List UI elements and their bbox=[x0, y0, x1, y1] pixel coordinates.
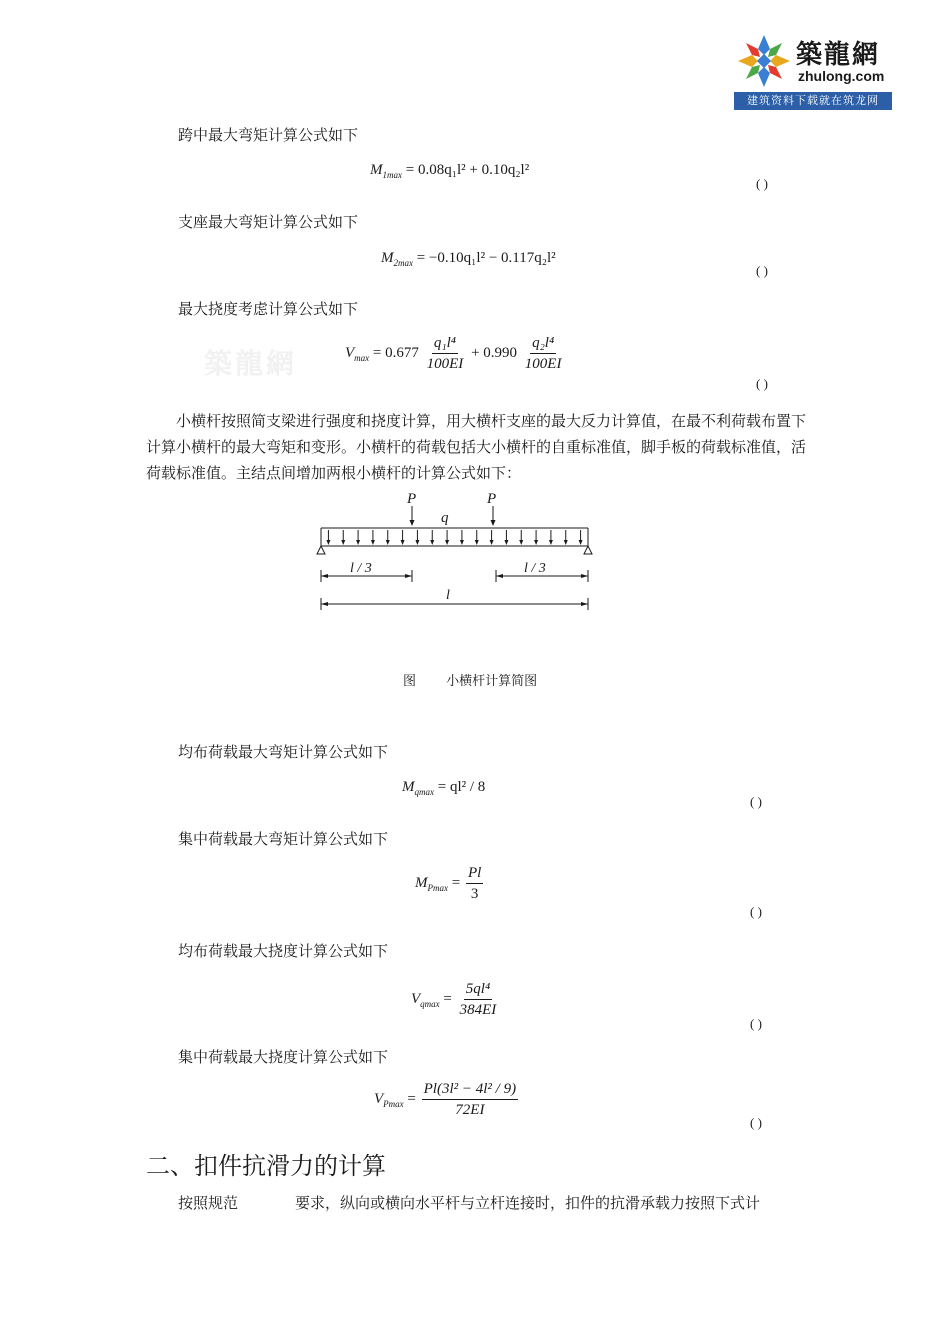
eq1-number: ( ) bbox=[756, 176, 768, 191]
load-arrow-head bbox=[371, 540, 375, 545]
eq5-formula: $M_{Pmax}$ = $\frac{Pl}{3}$ bbox=[415, 865, 482, 902]
dim-total-label: l bbox=[446, 588, 450, 603]
right-support bbox=[584, 546, 592, 554]
load-arrow-head bbox=[475, 540, 479, 545]
watermark: 築龍網 bbox=[204, 347, 298, 380]
load-arrow-head bbox=[341, 540, 345, 545]
load-arrow-head bbox=[490, 540, 494, 545]
load-arrow-head bbox=[430, 540, 434, 545]
eq4-label: 均布荷载最大弯矩计算公式如下 bbox=[178, 743, 389, 761]
load-p-right-label: P bbox=[487, 491, 497, 507]
eq2-label: 支座最大弯矩计算公式如下 bbox=[178, 213, 359, 231]
load-arrow-head bbox=[504, 540, 508, 545]
eq2-formula: $M_{2max} = -0.10q_1l^2 - 0.117q_2l^2$ bbox=[381, 250, 556, 268]
logo-snowflake-icon bbox=[736, 32, 792, 90]
logo-url: zhulong.com bbox=[798, 68, 885, 84]
eq3-label: 最大挠度考虑计算公式如下 bbox=[178, 300, 359, 318]
section-heading: 二、扣件抗滑力的计算 bbox=[146, 1152, 386, 1180]
section2-line-start: 按照规范 bbox=[178, 1194, 239, 1212]
figure-caption-text: 小横杆计算简图 bbox=[446, 674, 538, 689]
eq2-number: ( ) bbox=[756, 263, 768, 278]
eq4-number: ( ) bbox=[750, 794, 762, 809]
dim-right-label: l / 3 bbox=[524, 561, 546, 576]
load-arrow-head bbox=[534, 540, 538, 545]
distributed-load-arrows bbox=[326, 530, 582, 545]
eq6-number: ( ) bbox=[750, 1016, 762, 1031]
logo bbox=[734, 30, 892, 112]
eq5-label: 集中荷载最大弯矩计算公式如下 bbox=[178, 830, 389, 848]
eq1-formula: $M_{1max} = 0.08q_1l^2 + 0.10q_2l^2$ bbox=[370, 162, 530, 180]
eq5-number: ( ) bbox=[750, 904, 762, 919]
beam-diagram bbox=[300, 486, 610, 622]
eq3-number: ( ) bbox=[756, 376, 768, 391]
eq3-formula: $V_{max} = 0.677$ $\frac{\text{q₁l⁴}}{100EI}$ + 0.990 $\frac{\text{q₂l⁴}}{100EI}$ bbox=[345, 335, 562, 372]
eq7-number: ( ) bbox=[750, 1115, 762, 1130]
load-arrow-head bbox=[326, 540, 330, 545]
load-arrow-head bbox=[415, 540, 419, 545]
load-arrow-head bbox=[564, 540, 568, 545]
figure-caption-prefix: 图 bbox=[403, 674, 417, 689]
left-support bbox=[317, 546, 325, 554]
eq4-formula: $M_{qmax} = ql^2 / 8$ bbox=[402, 779, 486, 797]
load-arrow-head bbox=[401, 540, 405, 545]
load-arrow-head bbox=[356, 540, 360, 545]
load-arrow-head bbox=[549, 540, 553, 545]
eq1-label: 跨中最大弯矩计算公式如下 bbox=[178, 126, 359, 144]
eq6-formula: $V_{qmax}$ = $\frac{\text{5ql⁴}}{384EI}$ bbox=[411, 981, 497, 1018]
load-arrow-head bbox=[445, 540, 449, 545]
dim-left-label: l / 3 bbox=[350, 561, 372, 576]
load-arrow-head bbox=[460, 540, 464, 545]
logo-title: 築龍網 bbox=[796, 40, 881, 70]
load-arrow-head bbox=[519, 540, 523, 545]
body-paragraph: 小横杆按照简支梁进行强度和挠度计算，用大横杆支座的最大反力计算值，在最不利荷载布置下计算小横杆的最大弯矩和变形。小横杆的荷载包括大小横杆的自重标准值，脚手板的荷载标准值，活荷载标准值。主结点间增加两根小横杆的计算公式如下： bbox=[146, 412, 807, 482]
logo-banner: 建筑资料下载就在筑龙网 bbox=[734, 92, 892, 110]
load-q-label: q bbox=[441, 510, 449, 526]
load-arrow-head bbox=[579, 540, 583, 545]
figure-caption bbox=[403, 670, 537, 689]
eq6-label: 均布荷载最大挠度计算公式如下 bbox=[178, 942, 389, 960]
load-p-left-label: P bbox=[407, 491, 417, 507]
eq7-formula: $V_{Pmax}$ = $\frac{\text{Pl(3l² − 4l² / 9)}}{72EI}$ bbox=[374, 1081, 517, 1118]
eq7-label: 集中荷载最大挠度计算公式如下 bbox=[178, 1048, 389, 1066]
load-arrow-head bbox=[386, 540, 390, 545]
section2-line-rest: 要求，纵向或横向水平杆与立杆连接时，扣件的抗滑承载力按照下式计 bbox=[295, 1194, 761, 1212]
